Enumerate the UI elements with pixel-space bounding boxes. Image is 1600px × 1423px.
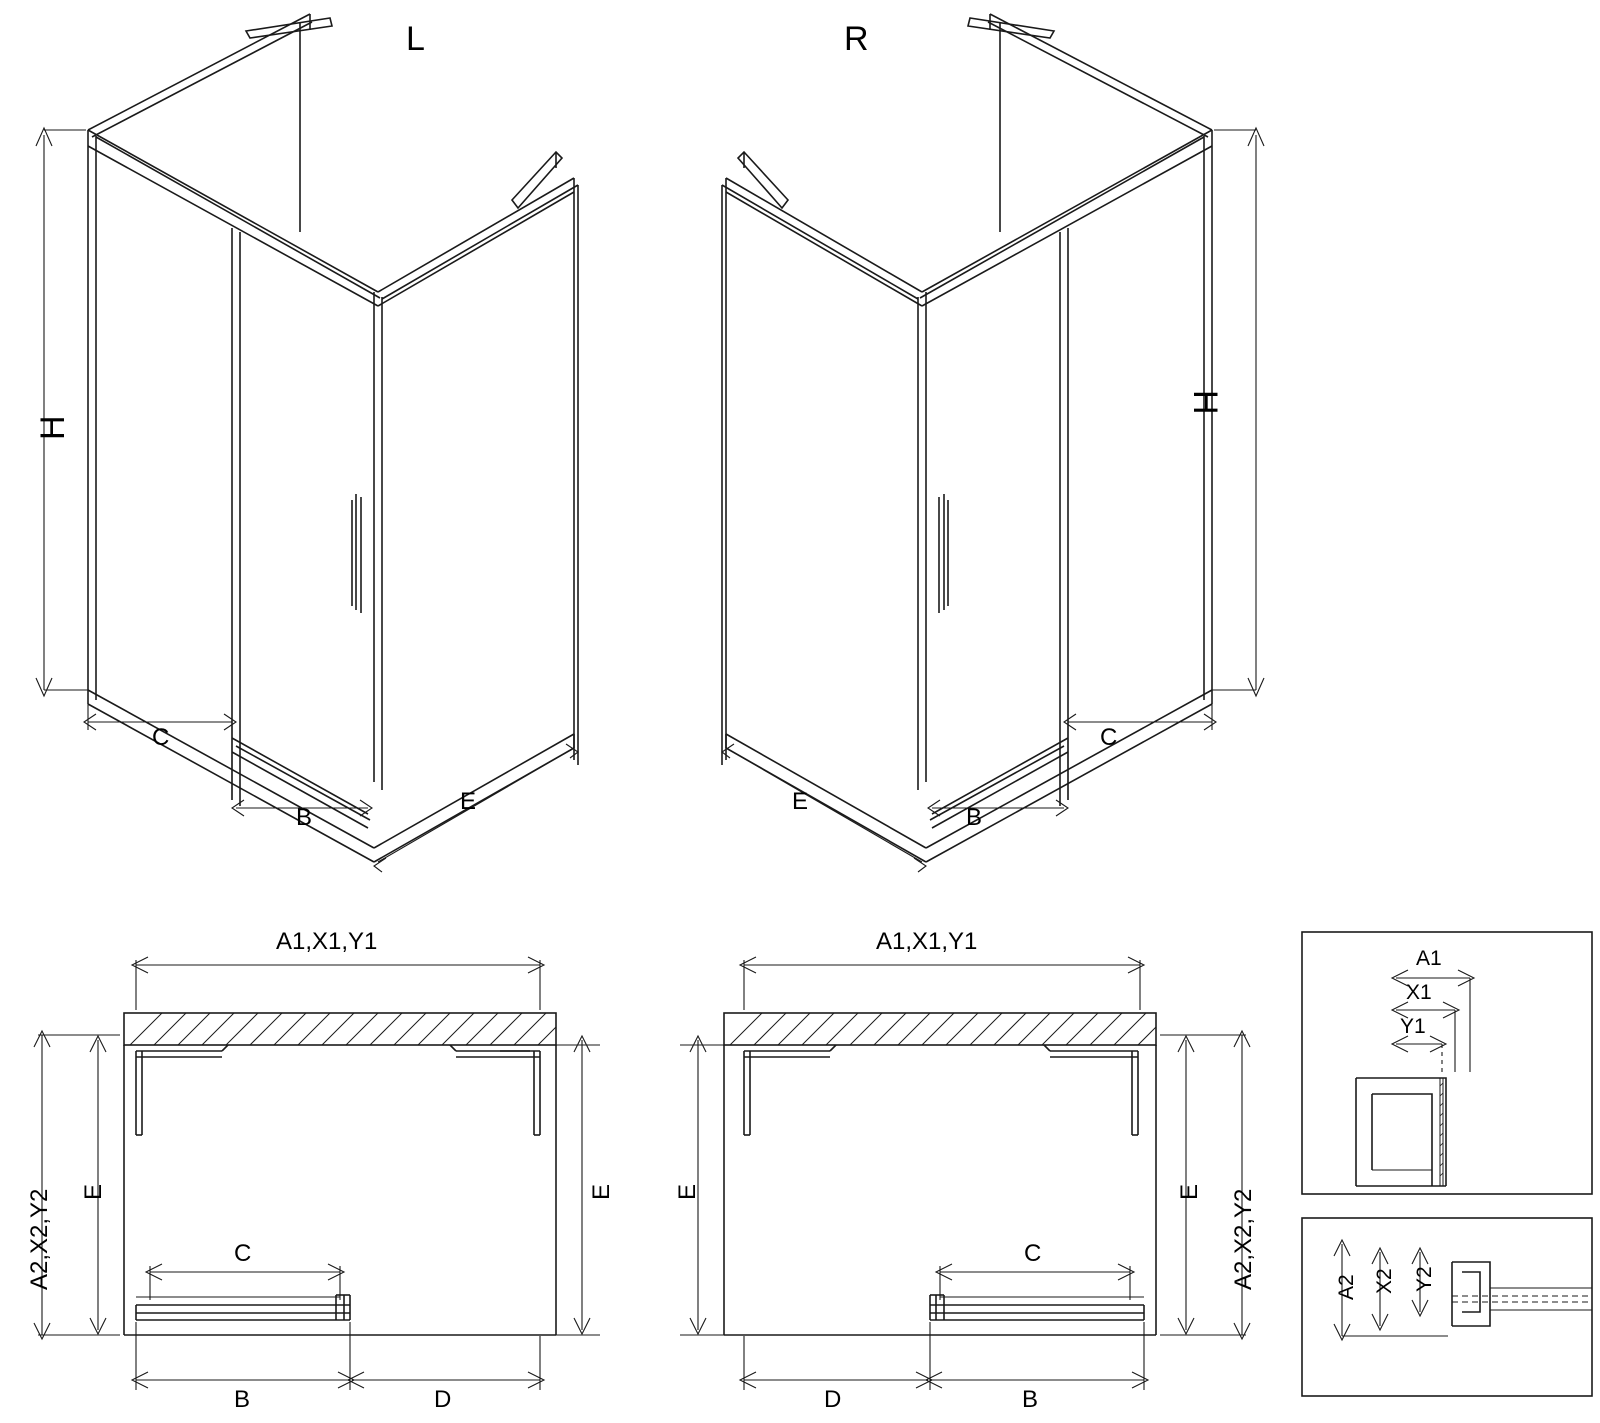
detail-top-dim-y1: Y1 bbox=[1400, 1015, 1426, 1038]
detail-top-box bbox=[1302, 932, 1592, 1194]
plan-left-inner-e-right: E bbox=[588, 1183, 615, 1200]
iso-left-dim-c: C bbox=[152, 724, 170, 751]
iso-right-enclosure bbox=[722, 14, 1212, 862]
title-left: L bbox=[406, 20, 425, 58]
detail-top-dim-x1: X1 bbox=[1406, 981, 1432, 1004]
plan-right-inner-e-right: E bbox=[1176, 1183, 1203, 1200]
plan-left-top-dim: A1,X1,Y1 bbox=[276, 928, 378, 955]
plan-left-dims bbox=[34, 957, 600, 1390]
plan-right-dim-c: C bbox=[1024, 1240, 1042, 1267]
detail-bottom-dim-x2: X2 bbox=[1373, 1268, 1396, 1294]
detail-bottom-dim-y2: Y2 bbox=[1413, 1266, 1436, 1292]
iso-right-dim-e: E bbox=[792, 788, 809, 815]
plan-left-inner-e-left: E bbox=[80, 1183, 107, 1200]
iso-left-height-label: H bbox=[34, 415, 72, 440]
plan-right-dim-b: B bbox=[1022, 1386, 1039, 1413]
plan-right-top-dim: A1,X1,Y1 bbox=[876, 928, 978, 955]
detail-bottom-dim-a2: A2 bbox=[1335, 1274, 1358, 1300]
plan-right-side-dim: A2,X2,Y2 bbox=[1230, 1188, 1257, 1290]
iso-left-dim-e: E bbox=[460, 788, 477, 815]
iso-right-height-label: H bbox=[1186, 390, 1224, 415]
plan-right-dim-d: D bbox=[824, 1386, 842, 1413]
dim-h-left bbox=[36, 128, 88, 696]
detail-top-dim-a1: A1 bbox=[1416, 947, 1442, 970]
iso-right-dim-c: C bbox=[1100, 724, 1118, 751]
plan-right-inner-e-left: E bbox=[674, 1183, 701, 1200]
iso-right-dim-b: B bbox=[966, 804, 983, 831]
iso-left-dim-b: B bbox=[296, 804, 313, 831]
plan-right-dims bbox=[680, 957, 1250, 1390]
plan-left-dim-c: C bbox=[234, 1240, 252, 1267]
plan-left-dim-d: D bbox=[434, 1386, 452, 1413]
title-right: R bbox=[844, 20, 869, 58]
detail-bottom-box bbox=[1302, 1218, 1592, 1396]
plan-left-dim-b: B bbox=[234, 1386, 251, 1413]
plan-left-side-dim: A2,X2,Y2 bbox=[26, 1188, 53, 1290]
